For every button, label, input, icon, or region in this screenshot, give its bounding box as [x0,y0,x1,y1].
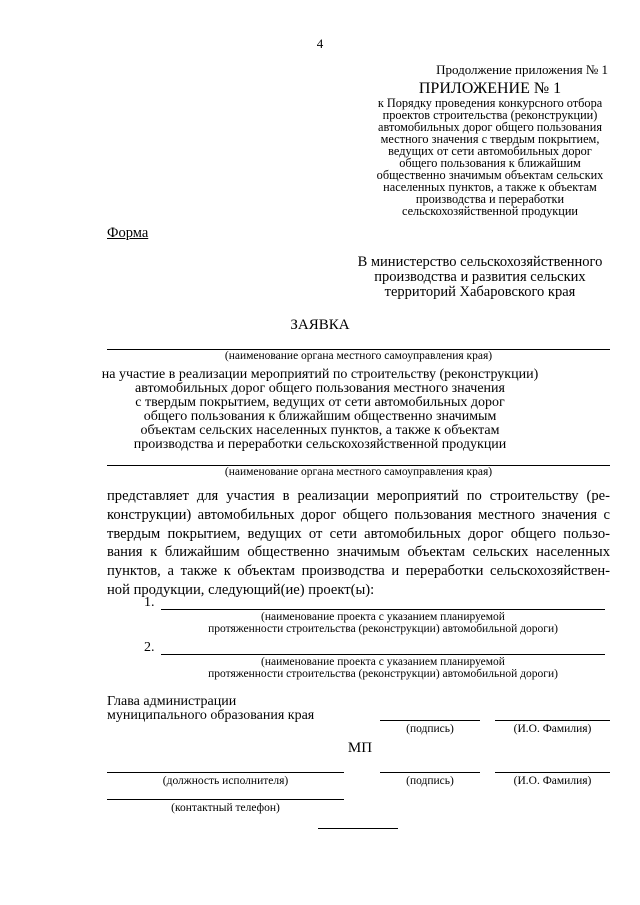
appendix-line: автомобильных дорог общего пользования [378,120,602,134]
appendix-line: производства и переработки [415,192,565,206]
body-line: пунктов, а также к объектам производства и переработки сельскохозяйствен- [107,563,610,580]
addressee-line: территорий Хабаровского края [384,284,576,300]
project-name-line-1 [161,609,605,610]
org-name-caption-2: (наименование органа местного самоуправления края) [224,466,493,478]
signatory-title [107,695,314,723]
project-number-2: 2. [144,640,155,655]
appendix-line: сельскохозяйственной продукции [401,204,579,218]
document-title: ЗАЯВКА [290,317,350,333]
body-paragraph [107,487,610,600]
signature-caption-2: (подпись) [406,775,454,787]
appendix-line: ведущих от сети автомобильных дорог [388,144,592,158]
end-rule [318,828,398,829]
signature-caption: (подпись) [406,723,454,735]
position-line [107,772,344,773]
purpose-line: на участие в реализации мероприятий по строительству (реконструкции) [101,367,539,382]
phone-caption: (контактный телефон) [171,802,280,814]
project-caption-1 [161,611,605,635]
phone-line [107,799,344,800]
project-name-line-2 [161,654,605,655]
project-caption-line: протяженности строительства (реконструкции) автомобильной дороги) [208,623,558,635]
body-line: ной продукции, следующий(ие) проект(ы): [107,581,375,598]
page-number: 4 [316,36,324,51]
body-line: вания к ближайшим общественно значимым объектам сельских населенных [107,544,610,561]
purpose-line: автомобильных дорог общего пользования местного значения [135,381,505,396]
appendix-title: ПРИЛОЖЕНИЕ № 1 [418,80,562,97]
body-line: представляет для участия в реализации мероприятий по строительству (ре- [107,488,610,504]
position-caption: (должность исполнителя) [162,775,289,787]
appendix-line: к Порядку проведения конкурсного отбора [377,96,603,110]
stamp-place: МП [347,740,373,756]
addressee-line: производства и развития сельских [374,269,586,285]
appendix-line: общего пользования к ближайшим [399,156,581,170]
purpose-line: с твердым покрытием, ведущих от сети автомобильных дорог [135,395,505,410]
form-label: Форма [107,225,149,241]
signature-line [380,720,480,721]
name-caption-2: (И.О. Фамилия) [513,775,592,787]
purpose-line: объектам сельских населенных пунктов, а также к объектам [140,423,500,438]
name-line-2 [495,772,610,773]
appendix-line: местного значения с твердым покрытием, [380,132,600,146]
continuation-note: Продолжение приложения № 1 [436,62,608,77]
org-name-caption-1: (наименование органа местного самоуправления края) [224,350,493,362]
project-caption-line: протяженности строительства (реконструкции) автомобильной дороги) [208,668,558,680]
signatory-line: муниципального образования края [107,708,315,723]
signature-line-2 [380,772,480,773]
signatory-line: Глава администрации [107,694,237,709]
body-line: конструкции) автомобильных дорог общего пользования местного значения с [107,506,610,523]
project-number-1: 1. [144,595,155,610]
application-purpose [100,368,540,452]
appendix-line: населенных пунктов, а также к объектам [383,180,597,194]
name-line [495,720,610,721]
purpose-line: производства и переработки сельскохозяйственной продукции [133,437,507,452]
body-line: твердым покрытием, ведущих от сети автомобильных дорог общего пользо- [107,525,610,542]
appendix-subtitle [355,97,625,217]
appendix-line: проектов строительства (реконструкции) [382,108,598,122]
project-caption-line: (наименование проекта с указанием планируемой [261,656,505,668]
appendix-line: общественно значимым объектам сельских [376,168,604,182]
purpose-line: общего пользования к ближайшим общественно значимым [143,409,497,424]
addressee [330,255,630,300]
name-caption: (И.О. Фамилия) [513,723,592,735]
project-caption-2 [161,656,605,680]
addressee-line: В министерство сельскохозяйственного [357,254,603,270]
project-caption-line: (наименование проекта с указанием планируемой [261,611,505,623]
